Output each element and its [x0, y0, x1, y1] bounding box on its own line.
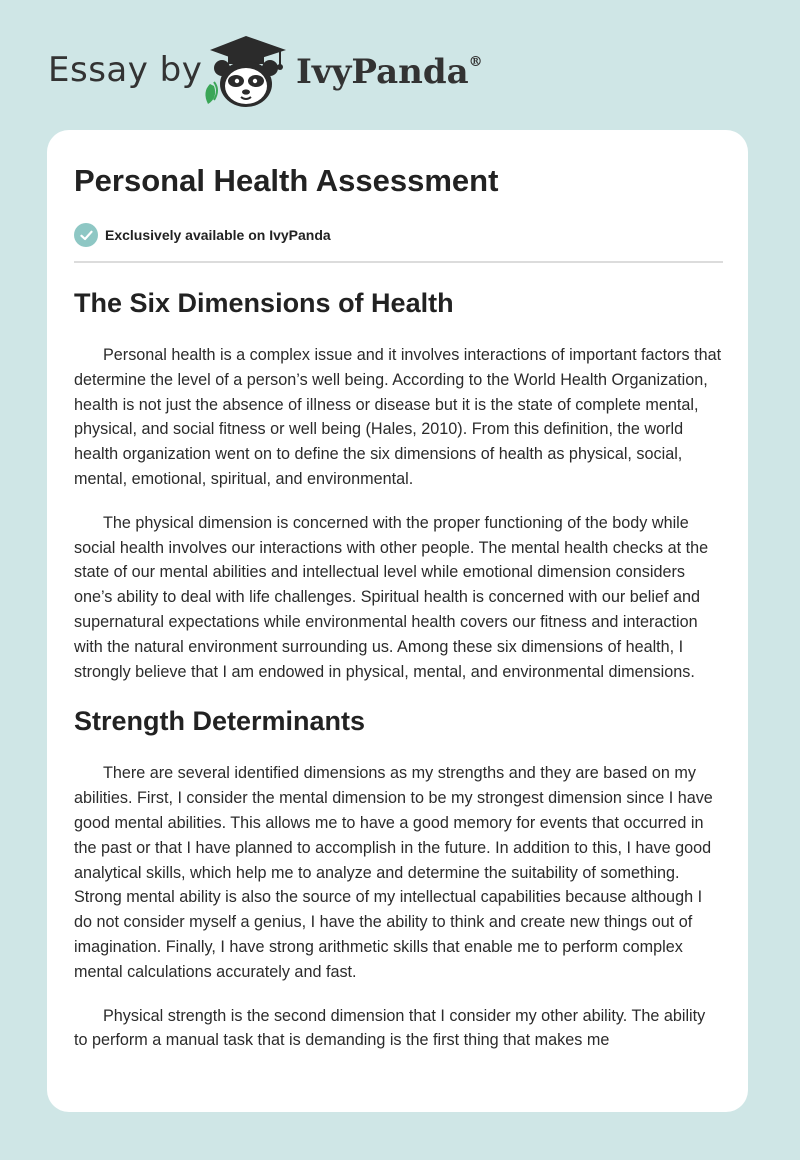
paragraph: Physical strength is the second dimension that I consider my other ability. The ability to perform a manual task that is demanding is the first thing that makes me — [74, 1006, 706, 1050]
brand-prefix: Essay by — [48, 50, 203, 90]
section-heading: Strength Determinants — [74, 706, 366, 737]
brand-name-text: IvyPanda — [296, 52, 469, 92]
essay-card — [47, 130, 748, 1112]
essay-body — [74, 285, 723, 1072]
check-icon — [74, 223, 98, 247]
brand-name[interactable] — [296, 52, 483, 92]
registered-mark: ® — [468, 54, 483, 70]
divider — [74, 261, 723, 263]
paragraph: There are several identified dimensions as my strengths and they are based on my abilities. First, I consider the mental dimension to be my strongest dimension since I have good mental abilities. This allows me to have a good memory for events that occurred in the past or that I have planned to accomplish in the future. In addition to this, I have good analytical skills, which help me to analyze and determine the suitability of something. Strong mental ability is also the source of my intellectual capabilities because although I do not consider myself a genius, I have the ability to think and create new things out of imagination. Finally, I have strong arithmetic skills that enable me to perform complex mental calculations accurately and fast. — [74, 764, 713, 981]
page-title: Personal Health Assessment — [74, 163, 499, 198]
paragraph: The physical dimension is concerned with the proper functioning of the body while social health involves our interactions with other people. The mental health checks at the state of our mental abilities and intellectual level while emotional dimension considers one’s ability to deal with life challenges. Spiritual health is concerned with our belief and supernatural expectations while environmental health covers our fitness and interaction with the natural environment surrounding us. Among these six dimensions of health, I strongly believe that I am endowed in physical, mental, and environmental dimensions. — [74, 513, 709, 681]
paragraph: Personal health is a complex issue and it involves interactions of important factors that determine the level of a person’s well being. According to the World Health Organization, health is not just the absence of illness or disease but it is the state of complete mental, physical, and social fitness or well being (Hales, 2010). From this definition, the world health organization went on to define the six dimensions of health as physical, social, mental, emotional, spiritual, and environmental. — [74, 346, 722, 488]
badge-text: Exclusively available on IvyPanda — [105, 227, 331, 243]
exclusive-badge — [74, 222, 331, 248]
panda-logo-icon[interactable] — [200, 34, 292, 110]
site-header — [0, 0, 800, 130]
section-heading: The Six Dimensions of Health — [74, 288, 454, 318]
